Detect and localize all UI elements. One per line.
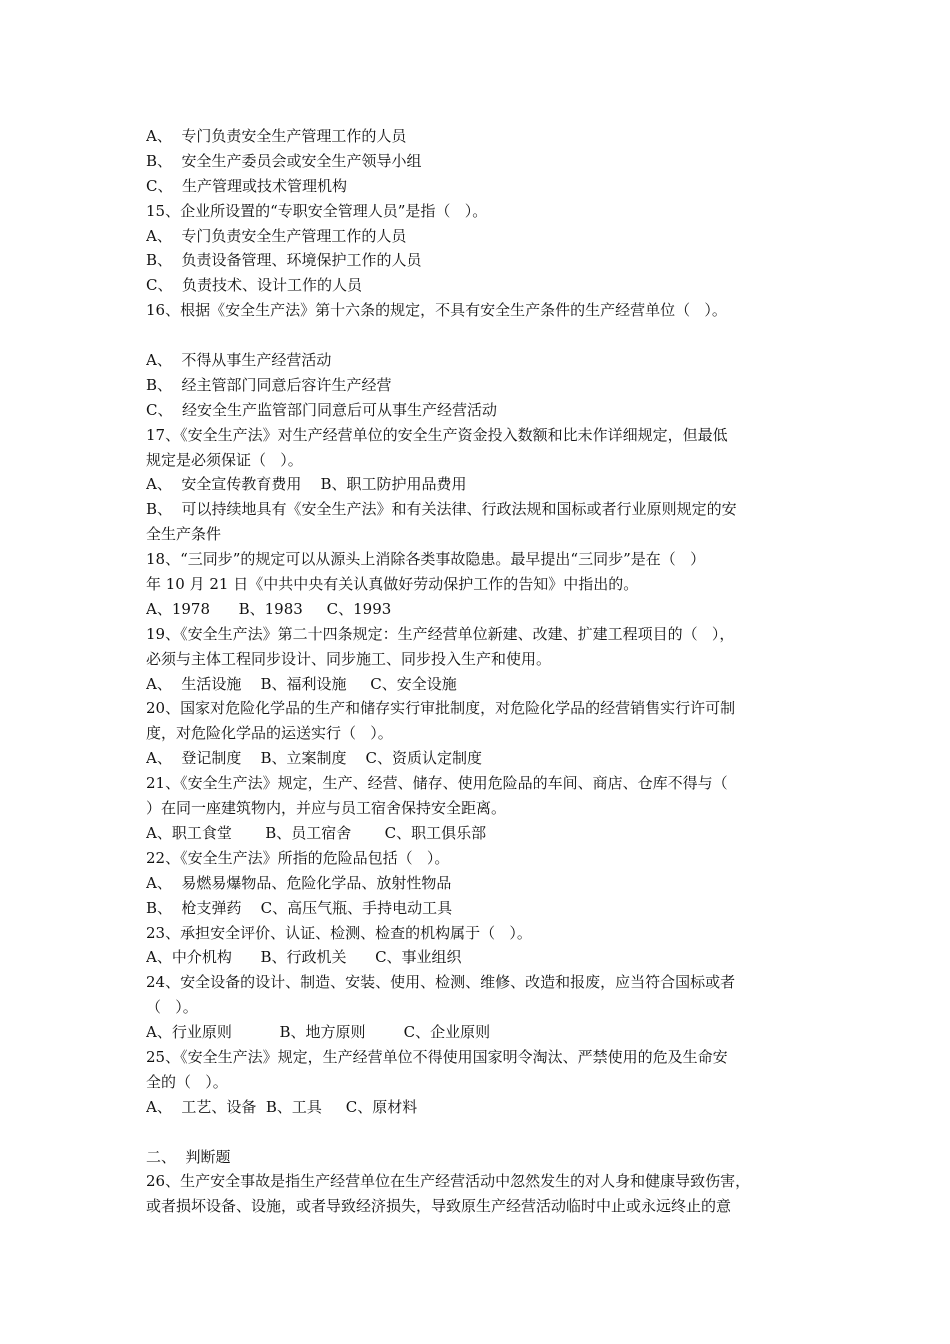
text-line: （ ）。 xyxy=(146,998,198,1017)
text-line: 或者损坏设备、设施，或者导致经济损失，导致原生产经营活动临时中止或永远终止的意 xyxy=(146,1197,732,1216)
text-line: B、 枪支弹药 C、高压气瓶、手持电动工具 xyxy=(146,898,453,917)
text-line: 18、“三同步”的规定可以从源头上消除各类事故隐患。最早提出“三同步”是在（ ） xyxy=(146,550,706,569)
text-line: A、 生活设施 B、福利设施 C、安全设施 xyxy=(146,674,457,693)
text-line: A、1978 B、1983 C、1993 xyxy=(146,599,392,618)
text-line: ）在同一座建筑物内，并应与员工宿舍保持安全距离。 xyxy=(146,799,507,818)
text-line: B、 可以持续地具有《安全生产法》和有关法律、行政法规和国标或者行业原则规定的安 xyxy=(146,500,737,519)
text-line: A、 专门负责安全生产管理工作的人员 xyxy=(146,127,407,145)
text-line: B、 负责设备管理、环境保护工作的人员 xyxy=(146,251,422,270)
text-line: 必须与主体工程同步设计、同步施工、同步投入生产和使用。 xyxy=(146,649,552,668)
text-line: A、 安全宣传教育费用 B、职工防护用品费用 xyxy=(146,475,467,494)
text-line: 23、承担安全评价、认证、检测、检查的机构属于（ ）。 xyxy=(146,923,532,942)
text-line: C、 生产管理或技术管理机构 xyxy=(146,176,348,195)
text-line: 全生产条件 xyxy=(146,525,222,544)
text-line: A、 登记制度 B、立案制度 C、资质认定制度 xyxy=(146,749,483,768)
text-line: 26、生产安全事故是指生产经营单位在生产经营活动中忽然发生的对人身和健康导致伤害， xyxy=(146,1172,751,1191)
blank-line xyxy=(146,323,806,348)
text-line: A、中介机构 B、行政机关 C、事业组织 xyxy=(146,948,462,967)
text-line: A、 专门负责安全生产管理工作的人员 xyxy=(146,226,407,245)
text-line: 21、《安全生产法》规定，生产、经营、储存、使用危险品的车间、商店、仓库不得与（ xyxy=(146,774,728,793)
text-line: C、 经安全生产监管部门同意后可从事生产经营活动 xyxy=(146,400,498,419)
text-line: A、 工艺、设备 B、工具 C、原材料 xyxy=(146,1097,418,1116)
text-line: 19、《安全生产法》第二十四条规定：生产经营单位新建、改建、扩建工程项目的（ ）， xyxy=(146,624,735,643)
text-line: A、 不得从事生产经营活动 xyxy=(146,351,332,370)
text-line: 15、企业所设置的“专职安全管理人员”是指（ ）。 xyxy=(146,201,488,220)
text-line: 全的（ ）。 xyxy=(146,1072,228,1091)
text-line: 年 10 月 21 日《中共中央有关认真做好劳动保护工作的告知》中指出的。 xyxy=(146,575,639,594)
text-line: A、 易燃易爆物品、危险化学品、放射性物品 xyxy=(146,873,452,892)
text-line: 度，对危险化学品的运送实行（ ）。 xyxy=(146,724,393,743)
text-line: 二、 判断题 xyxy=(146,1147,231,1166)
text-line: C、 负责技术、设计工作的人员 xyxy=(146,276,363,295)
document-body xyxy=(146,124,806,1219)
blank-line xyxy=(146,1120,806,1145)
text-line: A、职工食堂 B、员工宿舍 C、职工俱乐部 xyxy=(146,823,487,842)
text-line: 22、《安全生产法》所指的危险品包括（ ）。 xyxy=(146,848,450,867)
text-line: 规定是必须保证（ ）。 xyxy=(146,450,303,469)
text-line: B、 经主管部门同意后容许生产经营 xyxy=(146,375,392,394)
text-line: B、 安全生产委员会或安全生产领导小组 xyxy=(146,151,422,170)
text-line: 24、安全设备的设计、制造、安装、使用、检测、维修、改造和报废，应当符合国标或者 xyxy=(146,973,736,992)
text-line: 20、国家对危险化学品的生产和储存实行审批制度，对危险化学品的经营销售实行许可制 xyxy=(146,699,736,718)
text-line: 16、根据《安全生产法》第十六条的规定，不具有安全生产条件的生产经营单位（ ）。 xyxy=(146,301,727,320)
text-line: 17、《安全生产法》对生产经营单位的安全生产资金投入数额和比未作详细规定，但最低 xyxy=(146,425,728,444)
text-line: 25、《安全生产法》规定，生产经营单位不得使用国家明令淘汰、严禁使用的危及生命安 xyxy=(146,1047,728,1066)
text-line: A、行业原则 B、地方原则 C、企业原则 xyxy=(146,1023,491,1042)
